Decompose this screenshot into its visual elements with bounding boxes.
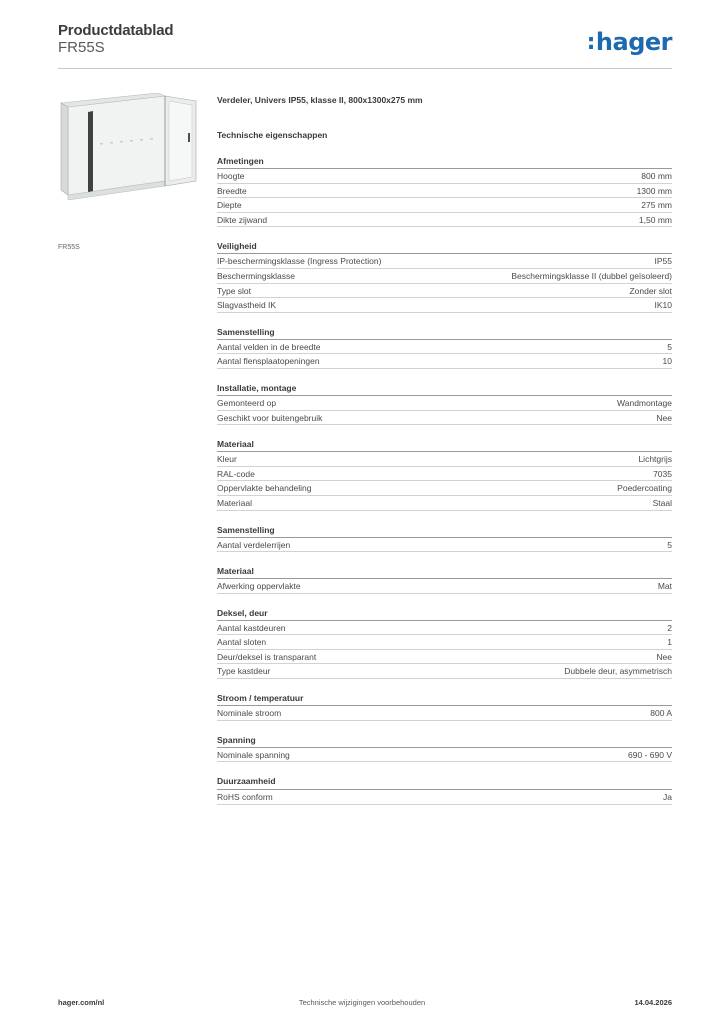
table-row (217, 621, 672, 636)
section-title: Spanning (217, 734, 672, 748)
section-materiaal-2 (217, 565, 672, 594)
row-label: RAL-code (217, 468, 255, 479)
logo-prefix: : (586, 30, 595, 55)
section-materiaal (217, 438, 672, 510)
row-value: 690 - 690 V (628, 749, 672, 760)
table-row (217, 579, 672, 594)
table-row (217, 254, 672, 269)
row-value: 1300 mm (636, 185, 672, 196)
row-value: 5 (667, 539, 672, 550)
row-label: Deur/deksel is transparant (217, 651, 317, 662)
table-row (217, 789, 672, 805)
section-title: Deksel, deur (217, 607, 672, 621)
section-title: Materiaal (217, 565, 672, 579)
row-value: Wandmontage (617, 397, 672, 408)
row-value: 275 mm (641, 200, 672, 211)
row-value: IK10 (654, 300, 672, 311)
footer-date: 14.04.2026 (634, 998, 672, 1007)
row-label: Hoogte (217, 171, 245, 181)
row-value: Staal (652, 497, 672, 508)
section-title: Installatie, montage (217, 382, 672, 396)
row-label: Aantal verdelerrijen (217, 539, 291, 550)
table-row (217, 396, 672, 411)
product-name: Verdeler, Univers IP55, klasse II, 800x1300x275 mm (217, 95, 423, 105)
header-divider (58, 68, 672, 69)
table-row (217, 496, 672, 511)
row-label: Slagvastheid IK (217, 300, 277, 311)
table-row (217, 481, 672, 496)
footer-disclaimer: Technische wijzigingen voorbehouden (298, 998, 426, 1007)
product-code: FR55S (58, 39, 105, 56)
row-value: Ja (663, 792, 672, 803)
table-row (217, 284, 672, 299)
row-label: RoHS conform (217, 792, 273, 803)
section-installatie-montage (217, 382, 672, 425)
section-veiligheid (217, 240, 672, 312)
section-duurzaamheid (217, 775, 672, 805)
section-title: Samenstelling (217, 524, 672, 538)
row-value: 800 A (650, 708, 672, 719)
product-content (217, 95, 672, 805)
table-row (217, 452, 672, 467)
row-value: 5 (667, 341, 672, 352)
table-row (217, 184, 672, 199)
table-row (217, 298, 672, 313)
section-title: Stroom / temperatuur (217, 692, 672, 706)
section-stroom-temperatuur (217, 692, 672, 721)
row-value: 10 (662, 356, 672, 367)
hager-logo (587, 28, 672, 56)
row-value: Mat (657, 581, 672, 592)
row-label: Aantal flensplaatopeningen (217, 356, 320, 367)
table-row (217, 650, 672, 665)
row-value: Zonder slot (629, 285, 672, 296)
row-label: Type kastdeur (217, 666, 271, 677)
row-value: Beschermingsklasse II (dubbel geïsoleerd) (511, 270, 672, 281)
image-caption: FR55S (58, 244, 80, 251)
row-label: Breedte (217, 185, 247, 196)
row-label: Type slot (217, 285, 252, 296)
table-row (217, 635, 672, 650)
section-spanning (217, 734, 672, 763)
table-row (217, 269, 672, 284)
page-title: Productdatablad (58, 22, 174, 39)
row-label: IP-beschermingsklasse (Ingress Protection) (217, 256, 382, 267)
row-value: 800 mm (641, 171, 672, 181)
row-value: Nee (656, 651, 672, 662)
table-row (217, 354, 672, 369)
section-afmetingen (217, 155, 672, 227)
table-row (217, 411, 672, 426)
technical-properties-heading: Technische eigenschappen (217, 130, 328, 140)
table-row (217, 169, 672, 184)
section-title: Veiligheid (217, 240, 672, 254)
product-image (58, 93, 205, 243)
row-value: Dubbele deur, asymmetrisch (564, 666, 672, 677)
table-row (217, 664, 672, 679)
row-label: Aantal velden in de breedte (217, 341, 321, 352)
row-value: 2 (667, 622, 672, 633)
row-label: Gemonteerd op (217, 397, 277, 408)
table-row (217, 467, 672, 482)
row-value: Nee (656, 412, 672, 423)
section-title: Samenstelling (217, 326, 672, 340)
row-label: Diepte (217, 200, 242, 211)
row-value: IP55 (654, 256, 672, 267)
section-deksel-deur (217, 607, 672, 679)
table-row (217, 748, 672, 763)
row-value: 7035 (653, 468, 672, 479)
row-label: Oppervlakte behandeling (217, 483, 312, 494)
row-label: Kleur (217, 454, 237, 465)
section-title: Afmetingen (217, 155, 672, 169)
website-link[interactable]: hager.com/nl (58, 998, 105, 1007)
table-row (217, 213, 672, 228)
row-label: Dikte zijwand (217, 214, 268, 225)
table-row (217, 538, 672, 553)
row-label: Aantal sloten (217, 637, 267, 648)
logo-text: hager (595, 28, 672, 56)
row-label: Aantal kastdeuren (217, 622, 286, 633)
row-label: Nominale spanning (217, 749, 290, 760)
table-row (217, 706, 672, 721)
row-value: 1,50 mm (638, 214, 672, 225)
row-label: Materiaal (217, 497, 252, 508)
row-label: Geschikt voor buitengebruik (217, 412, 323, 423)
table-row (217, 198, 672, 213)
row-value: 1 (667, 637, 672, 648)
row-label: Afwerking oppervlakte (217, 581, 301, 592)
section-samenstelling (217, 326, 672, 369)
row-value: Lichtgrijs (638, 454, 672, 465)
section-samenstelling-2 (217, 524, 672, 553)
row-label: Beschermingsklasse (217, 270, 295, 281)
section-title: Duurzaamheid (217, 776, 276, 787)
row-value: Poedercoating (617, 483, 672, 494)
table-row (217, 340, 672, 355)
row-label: Nominale stroom (217, 708, 282, 719)
section-title: Materiaal (217, 438, 672, 452)
